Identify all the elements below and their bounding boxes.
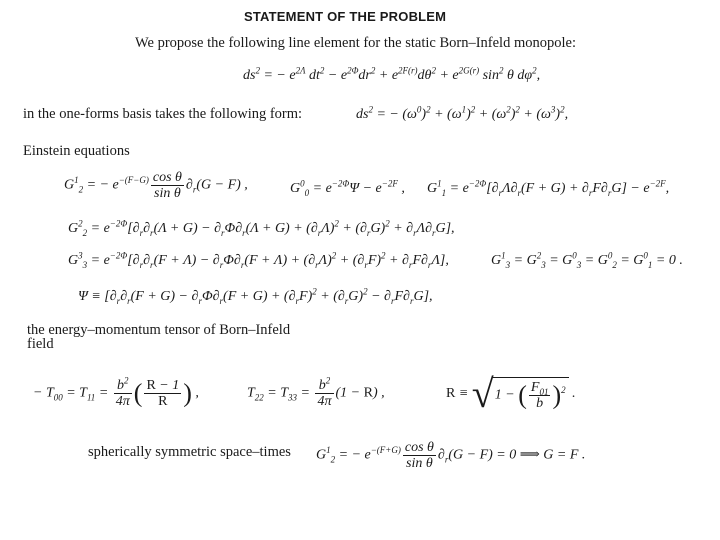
slide-title: STATEMENT OF THE PROBLEM (244, 9, 447, 24)
basis-text: in the one-forms basis takes the following form: (23, 106, 303, 122)
tensor-t22-t33: $T_{22} = T_{33}$ = $\frac{b^2}{4\pi}$ (1 − R) , (247, 375, 385, 409)
tensor-t00-t11: − $T_{00} = T_{11}$ = $\frac{b^2}{4\pi}$ ( $\frac{R - 1}{R}$ ) , (33, 375, 199, 409)
spherical-text: spherically symmetric space–times (88, 444, 291, 460)
spherical-equation: $G^1_2$ = − $e^{-(F+G)}$ $\frac{\text{cos θ}}{\text{sin θ}}$ $\partial_r(G - F) = 0$ ⟹ G = F . (316, 440, 586, 471)
psi-definition: $\Psi \equiv [\partial_r\partial_r(F + G) - \partial_r\Phi\partial_r(F + G) + (\partial_rF)^2 + (\partial_rG)^2 - \partial_rF\partial_rG]$, (78, 286, 433, 306)
einstein-equation-g22: $G^2_2 = e^{-2\Phi}[\partial_r\partial_r(\Lambda + G) - \partial_r\Phi\partial_r(\Lambda + G) + (\partial_r\Lambda)^2 + (\partial_rG)^2 + \partial_r\Lambda\partial_rG]$, (68, 218, 455, 238)
r-definition: R ≡ √1 − ( $\frac{F_{01}}{b}$ )$^2$ . (446, 371, 576, 416)
basis-equation: $ds^2$ = − $(\omega^0)^2 + (\omega^1)^2 + (\omega^2)^2 + (\omega^3)^2$, (356, 104, 569, 122)
einstein-heading: Einstein equations (23, 143, 130, 159)
einstein-equation-g33: $G^3_3 = e^{-2\Phi}[\partial_r\partial_r(F + \Lambda) - \partial_r\Phi\partial_r(F + \Lambda) + (\partial_r\Lambda)^2 + (\partial_rF)^2 + \partial_rF\partial_r\Lambda]$, (68, 250, 449, 270)
line-element-equation: $ds^2$ = − $e^{2\Lambda}$ $dt^2 - e^{2\Phi}dr^2 + e^{2F(r)}d\theta^2 + e^{2G(r)}$ $\sin^2 \theta$ $d\varphi^2$, (243, 65, 541, 83)
tensor-text: the energy–momentum tensor of Born–Infeld (27, 322, 291, 338)
einstein-equation-g12: $G^1_2$ = − $e^{-(F-G)}$ $\frac{\text{cos θ}}{\text{sin θ}}$ $\partial_r(G - F)$ , (64, 170, 248, 201)
einstein-equation-g11: $G^1_1 = e^{-2\Phi}[\partial_r\Lambda\partial_r(F + G) + \partial_rF\partial_rG] - e^{-2F}$, (427, 178, 670, 198)
einstein-equation-g00: $G^0_0 = e^{-2\Phi}\Psi - e^{-2F}$ , (290, 178, 405, 198)
intro-text: We propose the following line element for the static Born–Infeld monopole: (135, 35, 576, 51)
cut-off-text: field (27, 336, 54, 352)
einstein-equation-zeros: $G^1_3 = G^2_3 = G^0_3 = G^0_2 = G^0_1 = 0$ . (491, 250, 683, 270)
